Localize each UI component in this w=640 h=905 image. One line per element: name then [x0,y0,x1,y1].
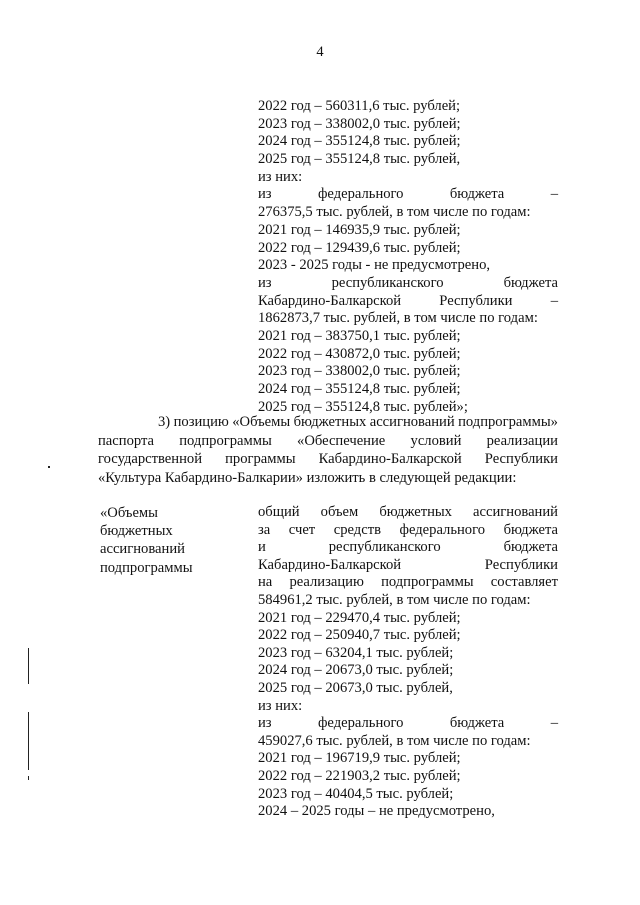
text-line: 276375,5 тыс. рублей, в том числе по годам: [258,204,531,221]
word: – [550,292,558,309]
scan-mark [28,776,29,780]
value-line: 2023 год – 63204,1 тыс. рублей; [258,644,454,661]
word: федерального [317,186,404,203]
value-line: 584961,2 тыс. рублей, в том числе по годам: [258,591,531,608]
word: федерального [399,521,486,538]
text-line: 2023 - 2025 годы - не предусмотрено, [258,257,491,274]
word: бюджетных [379,504,452,520]
word: «Обеспечение [297,432,386,449]
label-line: «Объемы [100,505,158,521]
value-line: 2024 – 2025 годы – не предусмотрено, [258,803,495,820]
text-line: 2021 год – 383750,1 тыс. рублей; [258,327,461,344]
text-line: 2023 год – 338002,0 тыс. рублей; [258,363,461,380]
word: общий [258,504,300,520]
word: объем [320,504,359,520]
word: бюджета [449,715,505,732]
value-line: 2023 год – 40404,5 тыс. рублей; [258,785,454,802]
value-line: 2024 год – 20673,0 тыс. рублей; [258,662,454,679]
word: за [258,521,271,538]
text-line: 2023 год – 338002,0 тыс. рублей; [258,115,461,132]
word: паспорта [98,432,155,449]
word: ассигнований [473,504,558,520]
value-line [258,557,558,575]
scan-speck [48,466,50,468]
word: бюджета [503,539,558,556]
text-line: 2022 год – 430872,0 тыс. рублей; [258,345,461,362]
word: бюджетных [293,414,367,430]
word: Республики [484,556,558,573]
text-line: 2024 год – 355124,8 тыс. рублей; [258,381,461,397]
word: программы [225,451,296,467]
page-number: 4 [316,44,324,60]
word: Кабардино-Балкарской [258,556,402,573]
text-line: 2021 год – 146935,9 тыс. рублей; [258,221,461,238]
word: условий [410,432,462,449]
value-line: из них: [258,697,303,714]
value-line: 2021 год – 229470,4 тыс. рублей; [258,609,461,626]
label-line: подпрограммы [100,559,193,576]
word: федерального [317,715,404,732]
federal-heading-line [258,715,558,733]
text-line: 2022 год – 560311,6 тыс. рублей; [258,98,461,114]
word: на [258,574,273,591]
value-line: 2022 год – 250940,7 тыс. рублей; [258,627,461,644]
text-line: 2022 год – 129439,6 тыс. рублей; [258,239,461,256]
text-line: из них: [258,168,303,185]
federal-heading-line [258,186,558,204]
word: «Объемы [232,414,291,430]
label-line: бюджетных [100,523,173,540]
word: республиканского [328,539,441,556]
text-line: 2024 год – 355124,8 тыс. рублей; [258,133,461,150]
value-line: 2022 год – 221903,2 тыс. рублей; [258,767,461,784]
word: бюджета [503,521,558,538]
funding-continuation [258,98,558,416]
republic-heading-line [258,275,558,293]
text-line: 1862873,7 тыс. рублей, в том числе по годам: [258,310,538,327]
word: 3) [158,414,171,430]
word: позицию [173,414,229,430]
scan-mark [28,712,29,770]
value-line: 2021 год – 196719,9 тыс. рублей; [258,750,461,767]
word: Республики [484,451,558,467]
word: подпрограммы» [458,414,558,430]
word: счет [288,521,316,538]
table-value-column [258,504,558,821]
republic-heading-line [258,293,558,311]
word: подпрограммы [179,432,272,449]
value-line [258,574,558,592]
text-line: 2025 год – 355124,8 тыс. рублей, [258,151,461,168]
word: бюджета [449,186,505,203]
value-line [258,522,558,540]
word: республиканского [331,274,444,291]
word: – [550,715,558,732]
amendment-paragraph [98,413,558,487]
value-line: 2025 год – 20673,0 тыс. рублей, [258,679,453,696]
word: и [258,539,266,556]
word: составляет [490,574,558,591]
paragraph-line [98,432,558,451]
paragraph-line [98,413,558,432]
word: – [550,186,558,203]
value-line [258,539,558,557]
word: бюджета [503,274,558,291]
table-label-column [100,504,250,577]
word: из [258,715,272,732]
word: реализации [486,432,558,449]
value-line [258,504,558,522]
word: из [258,186,272,203]
value-line: 459027,6 тыс. рублей, в том числе по годам: [258,732,531,749]
word: подпрограммы [381,574,474,591]
word: из [258,274,272,291]
word: средств [333,521,381,538]
word: реализацию [289,574,364,591]
word: Кабардино-Балкарской [318,451,462,467]
word: Кабардино-Балкарской [258,292,402,309]
paragraph-line: «Культура Кабардино-Балкарии» изложить в следующей редакции: [98,469,517,486]
text-line: 2025 год – 355124,8 тыс. рублей»; [258,398,468,415]
paragraph-line [98,450,558,469]
word: ассигнований [369,414,455,430]
label-line: ассигнований [100,541,185,558]
word: Республики [439,292,513,309]
scan-mark [28,648,29,684]
word: государственной [98,451,203,467]
